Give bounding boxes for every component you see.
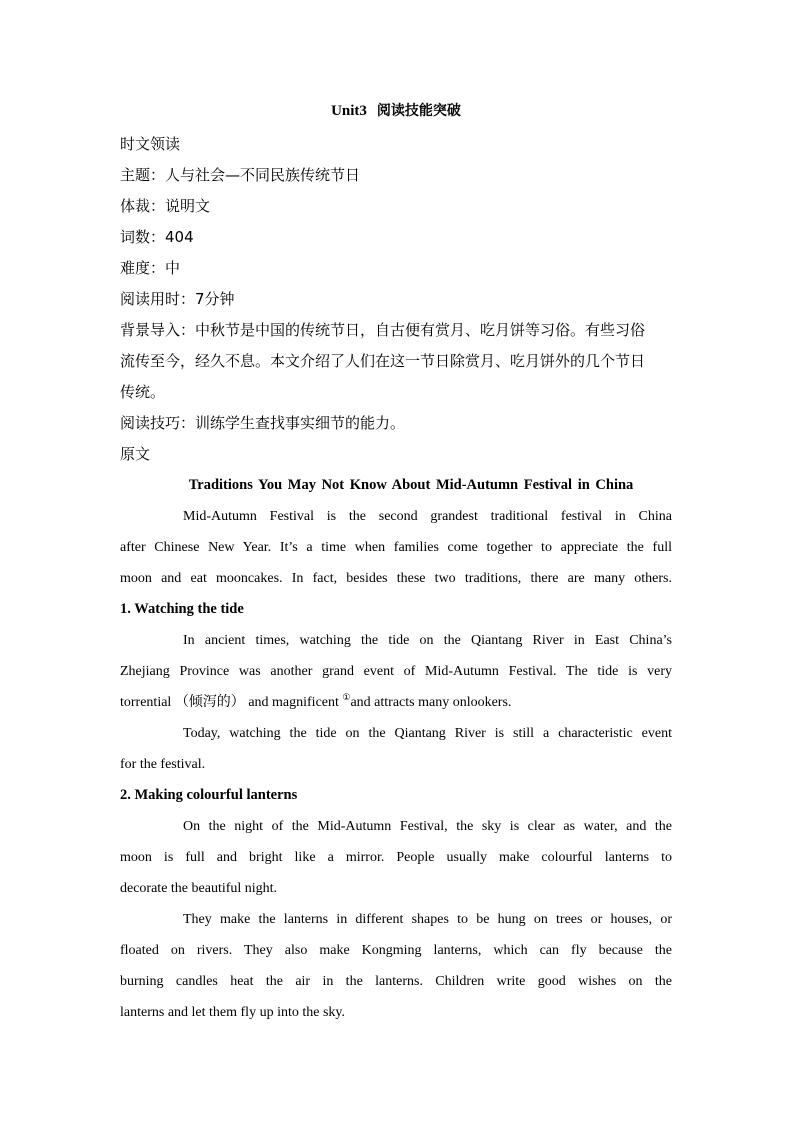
section-label: 时文领读 — [120, 135, 181, 153]
paragraph-line: after Chinese New Year. It’s a time when families come together to appreciate the full — [120, 540, 672, 555]
section-heading-tide: 1. Watching the tide — [120, 601, 244, 617]
background-line: 流传至今，经久不息。本文介绍了人们在这一节日除赏月、吃月饼外的几个节日 — [120, 352, 646, 370]
paragraph-line: Today, watching the tide on the Qiantang River is still a characteristic event — [183, 726, 672, 741]
word-count-line: 词数：404 — [120, 228, 194, 246]
paragraph-line: for the festival. — [120, 757, 206, 772]
lantern-paragraph-1 — [120, 811, 672, 904]
paragraph-line — [120, 687, 672, 718]
background-intro — [120, 315, 672, 408]
lantern-paragraph-2 — [120, 904, 672, 1028]
theme-line: 主题：人与社会—不同民族传统节日 — [120, 166, 361, 184]
paragraph-line: Mid-Autumn Festival is the second grandest traditional festival in China — [183, 509, 672, 524]
paragraph-line: moon and eat mooncakes. In fact, besides these two traditions, there are many others. — [120, 571, 672, 586]
reading-skill-line: 阅读技巧：训练学生查找事实细节的能力。 — [120, 414, 406, 432]
difficulty-line: 难度：中 — [120, 259, 181, 277]
footnote-marker: ① — [342, 692, 351, 702]
paragraph-line: Zhejiang Province was another grand event of Mid-Autumn Festival. The tide is very — [120, 664, 672, 679]
tide-paragraph-2 — [120, 718, 672, 780]
paragraph-line: On the night of the Mid-Autumn Festival, the sky is clear as water, and the — [183, 819, 672, 834]
word-torrential: torrential — [120, 695, 172, 710]
paragraph-line: moon is full and bright like a mirror. People usually make colourful lanterns to — [120, 850, 672, 865]
text-segment: and magnificent — [248, 695, 339, 710]
paragraph-line: floated on rivers. They also make Kongming lanterns, which can fly because the — [120, 943, 672, 958]
paragraph-line: They make the lanterns in different shapes to be hung on trees or houses, or — [183, 912, 672, 927]
paragraph-line: In ancient times, watching the tide on the Qiantang River in East China’s — [183, 633, 672, 648]
tide-paragraph-1 — [120, 625, 672, 718]
paragraph-line: burning candles heat the air in the lanterns. Children write good wishes on the — [120, 974, 672, 989]
reading-time-line: 阅读用时：7分钟 — [120, 290, 235, 308]
page-title — [120, 98, 672, 124]
background-line: 背景导入：中秋节是中国的传统节日，自古便有赏月、吃月饼等习俗。有些习俗 — [120, 321, 646, 339]
unit-title-cn: 阅读技能突破 — [376, 103, 461, 119]
background-line: 传统。 — [120, 383, 166, 401]
original-text-label: 原文 — [120, 445, 151, 463]
section-heading-lanterns: 2. Making colourful lanterns — [120, 787, 298, 803]
intro-paragraph — [120, 501, 672, 594]
text-segment: and attracts many onlookers. — [350, 695, 512, 710]
document-content — [120, 98, 672, 1028]
unit-label: Unit3 — [331, 103, 367, 119]
paragraph-line: decorate the beautiful night. — [120, 881, 278, 896]
genre-line: 体裁：说明文 — [120, 197, 211, 215]
paragraph-line: lanterns and let them fly up into the sky. — [120, 1005, 345, 1020]
gloss-cn: （倾泻的） — [174, 694, 245, 710]
article-title: Traditions You May Not Know About Mid-Autumn Festival in China — [188, 477, 634, 493]
